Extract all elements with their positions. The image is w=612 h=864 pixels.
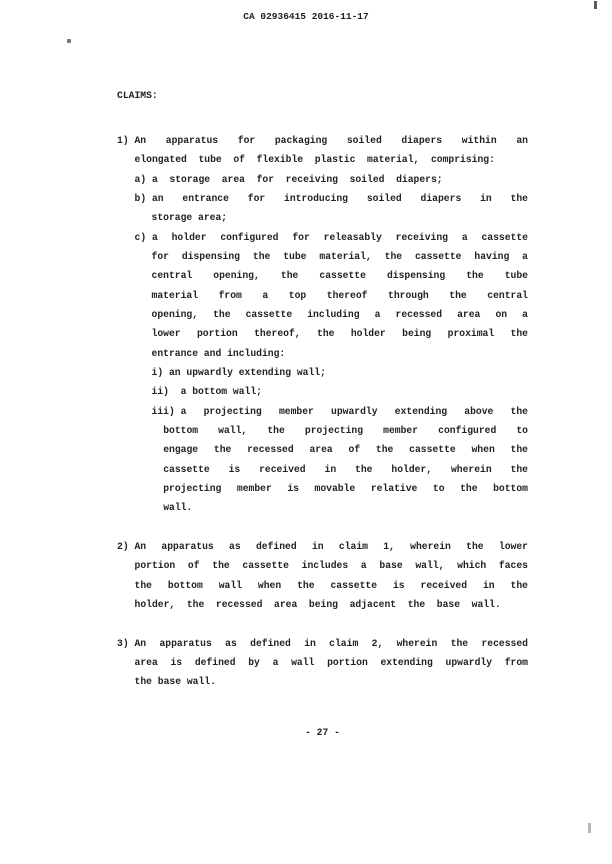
claim-line-text: a projecting member upwardly extending above the	[180, 405, 528, 417]
claim-line	[135, 576, 529, 595]
claim-line	[135, 189, 529, 208]
claim-line	[152, 305, 529, 324]
claim-line-text: central opening, the cassette dispensing the tube	[151, 270, 528, 282]
scan-edge-mark-top	[594, 1, 597, 9]
claim-line-prefix: 2)	[117, 540, 135, 552]
document-header: CA 02936415 2016-11-17	[243, 11, 369, 22]
claim-line-text: An apparatus as defined in claim 2, wherein the recessed	[134, 637, 528, 649]
claim-line-text: elongated tube of flexible plastic material, comprising:	[134, 154, 495, 166]
claim-line-prefix: i)	[151, 366, 169, 378]
claim-line	[117, 537, 528, 556]
claim-line-text: for dispensing the tube material, the cassette having a	[151, 250, 528, 262]
claim-line	[163, 479, 528, 498]
claim-line	[152, 324, 529, 343]
claim-line	[135, 170, 529, 189]
claim-line	[117, 131, 528, 150]
claim-line	[152, 402, 529, 421]
claim-line	[163, 440, 528, 459]
claim-line	[135, 556, 529, 575]
claim-line	[135, 672, 529, 691]
claim-line	[163, 498, 528, 517]
claim-line-text: area is defined by a wall portion extending upwardly from	[134, 656, 528, 668]
claim-line	[135, 150, 529, 169]
page-number: - 27 -	[305, 727, 340, 738]
claim-line-prefix: a)	[134, 173, 152, 185]
claim-3	[117, 634, 528, 692]
claim-line-text: storage area;	[151, 212, 228, 224]
claim-line-text: material from a top thereof through the central	[151, 289, 528, 301]
claim-line-text: An apparatus as defined in claim 1, wherein the lower	[134, 540, 528, 552]
claim-line	[152, 286, 529, 305]
claim-line-text: an entrance for introducing soiled diapers in the	[151, 192, 528, 204]
claim-line-text: holder, the recessed area being adjacent the base wall.	[134, 598, 501, 610]
claim-line-text: bottom wall, the projecting member configured to	[163, 424, 528, 436]
claim-line-text: ii) a bottom wall;	[151, 386, 262, 398]
claim-line	[163, 460, 528, 479]
claim-line-text: an upwardly extending wall;	[168, 366, 326, 378]
claim-line-text: a holder configured for releasably receiving a cassette	[151, 231, 528, 243]
scan-speck-mark	[67, 39, 71, 43]
claim-line	[135, 595, 529, 614]
claim-line	[163, 421, 528, 440]
claim-line-prefix: c)	[134, 231, 152, 243]
claim-2	[117, 537, 528, 614]
claim-line	[135, 653, 529, 672]
claim-line-text: An apparatus for packaging soiled diapers within an	[134, 135, 528, 146]
claims-section-heading: CLAIMS:	[117, 90, 158, 101]
claim-line-text: the base wall.	[134, 676, 216, 688]
claim-line-text: wall.	[163, 502, 193, 514]
claim-line-text: portion of the cassette includes a base wall, which faces	[134, 560, 528, 572]
claim-line-prefix: 3)	[117, 637, 135, 649]
claim-line	[117, 634, 528, 653]
claim-line	[152, 363, 529, 382]
claim-line-text: a storage area for receiving soiled diapers;	[151, 173, 443, 185]
claims-body	[117, 131, 528, 692]
claim-line	[152, 266, 529, 285]
claim-line	[152, 344, 529, 363]
claim-line	[152, 208, 529, 227]
claim-line-text: engage the recessed area of the cassette when the	[163, 444, 528, 456]
claim-line-text: lower portion thereof, the holder being proximal the	[151, 328, 528, 340]
claim-1	[117, 131, 528, 518]
claim-line-text: the bottom wall when the cassette is received in the	[134, 579, 528, 591]
claim-line-prefix: iii)	[151, 405, 181, 417]
claim-line-text: projecting member is movable relative to the bottom	[163, 482, 528, 494]
claim-line-prefix: 1)	[117, 135, 135, 146]
claim-line-text: cassette is received in the holder, wherein the	[163, 463, 528, 475]
claim-line	[152, 382, 529, 401]
scan-edge-mark-bottom	[588, 823, 591, 833]
claim-line-text: entrance and including:	[151, 347, 286, 359]
claim-line	[135, 228, 529, 247]
claim-line-text: opening, the cassette including a recessed area on a	[151, 308, 528, 320]
claim-line-prefix: b)	[134, 192, 152, 204]
claim-line	[152, 247, 529, 266]
